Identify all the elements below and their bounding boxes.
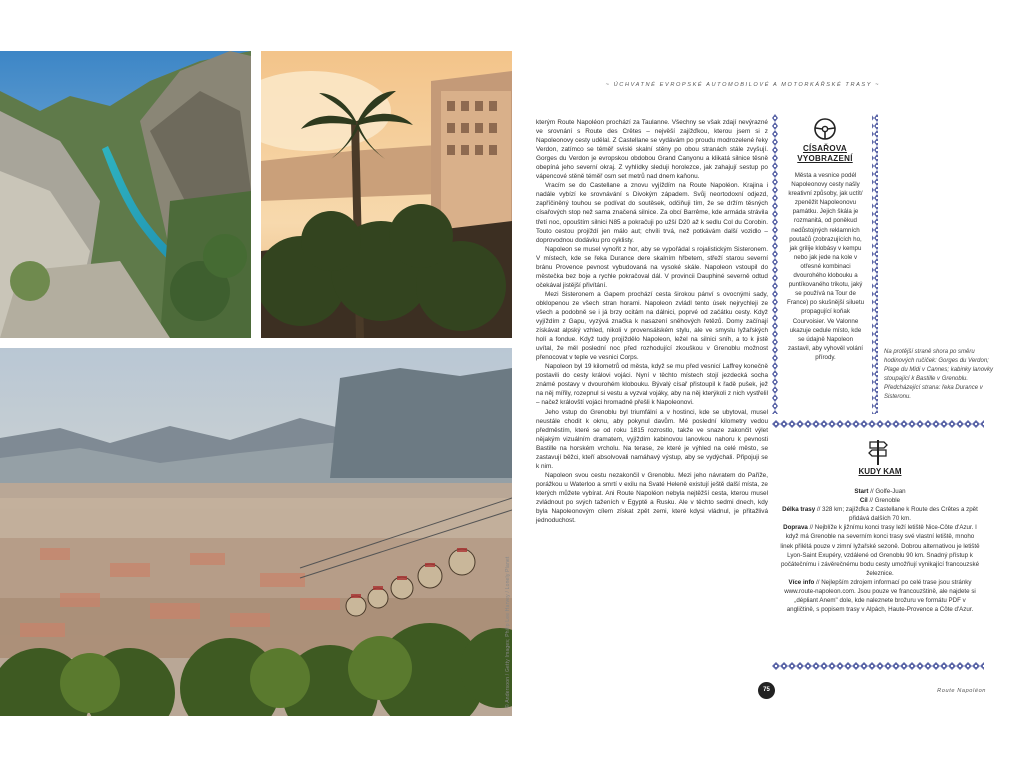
photo-grenoble-cable-cars xyxy=(0,348,512,716)
article-body xyxy=(536,118,768,525)
article-paragraph: Mezi Sisteronem a Gapem prochází cesta širokou pánví s ovocnými sady, obklopenou ze všech stran horami. Napoleon zvládl tento úsek nejrychleji ze všech a podobně se i já brzy ocitám na dálnici, poprvé od začátku cesty. Když vyjíždím z Gapu, vyzývá značka k nasazení sněhových řetězů. Domy začínají získávat alpský vzhled, nikoli v provensálském stylu, ale ve smyslu lyžařských holí a fondue. Když tudy projíždělo Napoleon, ležel na silnici sníh, a to k jistě uvítal, že měl poslední noc před rozhodující zkouškou v Grenoblu možnost přenocovat v teple ve vesnici Corps. xyxy=(536,290,768,362)
transport-label: Doprava xyxy=(783,524,808,532)
signpost-icon xyxy=(866,437,890,465)
directions-title xyxy=(790,467,970,476)
article-paragraph: Napoleon svou cestu nezakončil v Grenoblu. Mezi jeho návratem do Paříže, porážkou u Waterloo a smrtí v exilu na Svaté Heleně existují ještě další místa, ze kterých můžete vybírat. Ani Route Napoléon nebyla nejtěžší cesta, kterou musel zvládnout po svých taženích v Egyptě a Rusku. Ale v těchto sedmi dnech, kdy byla Napoleonovým cílem získat zpět zemi, které kdysi vládnul, je přitažlivá jednoduchost. xyxy=(536,471,768,525)
goal-label: Cíl xyxy=(859,497,868,505)
article-paragraph: Napoleon byl 19 kilometrů od města, když se mu před vesnicí Laffrey konečně postavili do cesty královi vojáci. Nyní v těchto místech stojí jezdecká socha známé postavy v dvourohém klobouku. Bývalý císař přistoupil k řadě pušek, jež na něj mířily, rozepnul si vestu a vyzval vojáky, aby na něj kterýkoli z nich vystřelil – načež královští vojáci hromadně přešli k Napoleonovi. xyxy=(536,363,768,407)
length-value: // 328 km; zajížďka z Castellane k Route des Crêtes a zpět přidává dalších 70 km. xyxy=(815,506,978,523)
article-paragraph: Vracím se do Castellane a znovu vyjíždím na Route Napoléon. Krajina i nadále vybízí ke srovnávání s Divokým západem. Svůj neortodoxní odjezd, zapříčiněný touhou se podívat do soutěsek, odčiňuji tím, že se držím těsných císařových stop než sama značená silnice. Za obcí Barrême, kde armáda strávila třetí noc, opouštím silnici N85 a pokračuji po užší D20 až k sedlu Col du Corobin. Touto cestou projíždí jen málo aut; chvíli trvá, než potkávám další vozidlo – doprovodnou dodávku pro cyklisty. xyxy=(536,182,768,244)
info-label: Více info xyxy=(788,578,815,586)
sidebar-title-line1: CÍSAŘOVA xyxy=(802,144,848,153)
running-head: ~ ÚCHVATNÉ EVROPSKÉ AUTOMOBILOVÉ A MOTORKÁŘSKÉ TRASY ~ xyxy=(605,82,880,88)
footer-title: Route Napoléon xyxy=(937,688,986,694)
directions-body xyxy=(780,487,980,614)
transport-value: // Nejblíže k jižnímu konci trasy leží letiště Nice-Côte d'Azur. I když má Grenoble na severním konci trasy své vlastní letiště, mnoho linek přilétá pouze v zimní lyžařské sezoně. Dobrou alternativou je letiště Lyon-Saint Exupéry, vzdálené od Grenoblu 90 km. Snadný přístup k počátečnímu i závěrečnému bodu cesty umožňují vynikající francouzské železnice. xyxy=(780,524,980,577)
photo-credit: © Andersoon / Getty Images; Philip Lee Harvey / Lonely Planet xyxy=(505,556,511,708)
photo-gorges-du-verdon xyxy=(0,51,251,338)
sidebar-text: Města a vesnice podél Napoleonovy cesty našly kreativní způsoby, jak uctít/ zpeněžit Napoleonovu památku. Jejich škála je rozmanitá, od poněkud nedůstojných reklamních poutačů (zobrazujících ho, jak grilije klobásy v kempu nebo jak jede na kole v otřesné kombinaci dvourohého klobouku a puntíkovaného trikotu, jaký se používá na Tour de France) po skušnější siluetu propagující koňak Courvoisier. Ve Valonne ukazuje cedule místo, kde se údajně Napoleon zastavil, aby vyhověl volání přírody. xyxy=(786,172,865,361)
sidebar-title-line2: VYOBRAZENÍ xyxy=(797,154,853,163)
article-paragraph: Jeho vstup do Grenoblu byl triumfální a v hostinci, kde se ubytoval, musel neustále chodit k oknu, aby pokynul davům. Mé poslední kilometry vedou předměstím, které se od roku 1815 rozrostlo, takže ve snaze zakončit výlet nějakým vizuálním dramatem, vyjíždím kabinovou lanovkou nahoru k pevnosti Bastille na horském vrcholu. Na terase, ze které je výhled na celé město, se zastavují běžci, kteří absolvovali namáhavý výstup, aby se vydýchali. Připojuji se k nim. xyxy=(536,408,768,470)
ornament-divider-bottom xyxy=(772,662,984,670)
goal-value: // Grenoble xyxy=(867,497,901,505)
article-paragraph: Napoleon se musel vynořit z hor, aby se vypořádal s rojalistickým Sisteronem. V místech, kde se řeka Durance dere skalním hřbetem, střeží starou severní bránu Provence pevnost vybudovaná na vysoké skále. Napoleon vstoupil do městečka bez boje a rychle pokračoval dál. V provincii Dauphiné severně odtud očekával jistější přivítání. xyxy=(536,245,768,289)
directions-title-text: KUDY KAM xyxy=(858,467,902,476)
info-value: // Nejlepším zdrojem informací po celé trase jsou stránky www.route-napoleon.com. Jsou pouze ve francouzštině, ale najdete si „dépliant Anem" dole, kde naleznete brožuru ve formátu PDF v angličtině, s popisem trasy v Alpách, Haute-Provence a Côte d'Azur. xyxy=(784,578,976,614)
sidebar-title xyxy=(772,144,878,164)
steering-wheel-icon xyxy=(813,117,837,141)
article-paragraph: kterým Route Napoléon prochází za Taulanne. Všechny se však zdají nevýrazné ve srovnání s Route des Crêtes – nejvěší zajížďkou, kterou jsem si z Napoleonovy cesty udělal. Z Castellane se vydávám po proudu modrozelené řeky Verdon, zatímco se téměř svislé skalní stěny po obou stranách stále zvyšují. Gorges du Verdon je evropskou obdobou Grand Canyonu a klikatá silnice těsně obepíná jeho severní okraj. Z vyhlídky sleduji horolezce, jak zahajují sestup po vápencové stěně téměř osm set metrů nad dnem kaňonu. xyxy=(536,119,768,181)
photo-caption: Na protější straně shora po směru hodinových ručiček: Gorges du Verdon; Plage du Midi v Cannes; kabinky lanovky stoupající k Bastille v Grenoblu. Předcházející strana: řeka Durance v Sisteronu. xyxy=(884,349,994,401)
photo-plage-du-midi xyxy=(261,51,512,338)
length-label: Délka trasy xyxy=(782,506,816,514)
ornament-divider-top xyxy=(772,420,984,428)
start-label: Start xyxy=(854,488,869,495)
page-number: 75 xyxy=(758,682,775,699)
start-value: // Golfe-Juan xyxy=(868,488,906,495)
